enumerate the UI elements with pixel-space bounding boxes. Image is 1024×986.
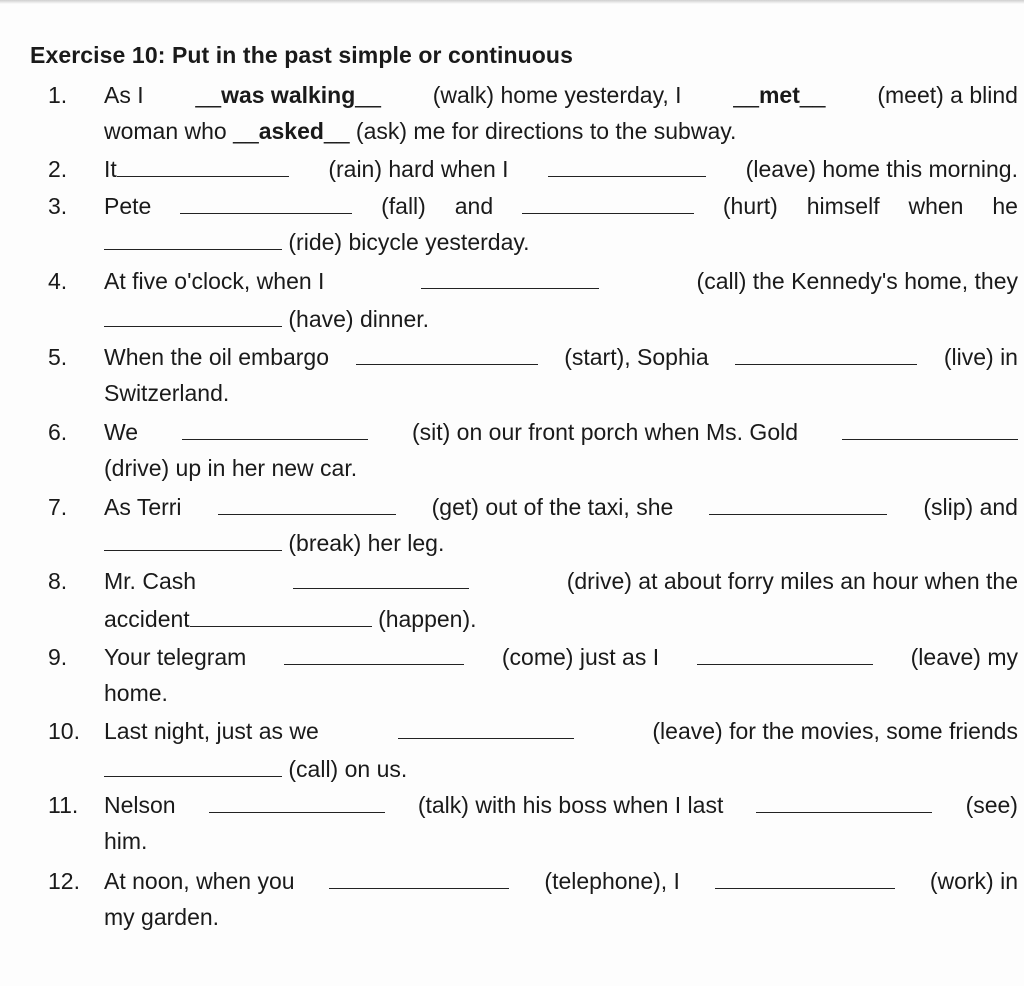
item-text: (work) in xyxy=(929,868,1018,894)
item-text: (call) on us. xyxy=(288,756,408,782)
item-number: 6. xyxy=(48,419,68,445)
answer-blank xyxy=(548,175,706,177)
item-line xyxy=(104,790,1018,824)
item-text: (fall) xyxy=(381,193,426,219)
item-text: Your telegram xyxy=(104,644,247,670)
item-text: (slip) and xyxy=(923,494,1018,520)
answer-blank xyxy=(842,438,1018,440)
item-text: (live) in xyxy=(943,344,1018,370)
item-text: When the oil embargo xyxy=(104,344,330,370)
item-text: (have) dinner. xyxy=(288,306,430,332)
item-text: (call) the Kennedy's home, they xyxy=(696,268,1018,294)
item-text: Switzerland. xyxy=(104,380,230,406)
exercise-title: Exercise 10: Put in the past simple or continuous xyxy=(30,42,573,68)
item-text: (break) her leg. xyxy=(288,530,445,556)
item-text: At noon, when you xyxy=(104,868,295,894)
item-text: he xyxy=(992,193,1018,219)
item-text: As I xyxy=(104,82,144,108)
answer-text: met xyxy=(758,82,800,108)
item-line xyxy=(104,80,1018,114)
answer-blank xyxy=(697,663,873,665)
item-line xyxy=(104,528,1018,562)
item-text: As Terri xyxy=(104,494,182,520)
item-text: (drive) up in her new car. xyxy=(104,455,358,481)
answer-blank xyxy=(715,887,895,889)
answer-blank xyxy=(182,438,368,440)
answer-blank xyxy=(104,549,282,551)
item-text: (ask) me for directions to the subway. xyxy=(355,118,737,144)
item-number: 8. xyxy=(48,568,68,594)
item-line xyxy=(104,492,1018,526)
item-text: (leave) home this morning. xyxy=(745,156,1018,182)
item-line xyxy=(104,678,1018,712)
item-number: 1. xyxy=(48,82,68,108)
item-text: (meet) a blind xyxy=(877,82,1018,108)
answer-blank: __met__ xyxy=(733,82,826,108)
item-text: At five o'clock, when I xyxy=(104,268,325,294)
item-line xyxy=(104,342,1018,376)
item-text: Nelson xyxy=(104,792,176,818)
answer-blank xyxy=(709,513,887,515)
item-number: 5. xyxy=(48,344,68,370)
item-line xyxy=(104,642,1018,676)
item-text: (leave) my xyxy=(910,644,1018,670)
item-text: Last night, just as we xyxy=(104,718,319,744)
answer-blank xyxy=(293,587,469,589)
answer-blank xyxy=(284,663,464,665)
answer-blank xyxy=(421,287,599,289)
item-text: (happen). xyxy=(378,606,477,632)
answer-blank xyxy=(104,775,282,777)
answer-text: was walking xyxy=(221,82,356,108)
item-line xyxy=(104,266,1018,300)
answer-blank: __asked__ xyxy=(233,118,350,144)
item-line xyxy=(104,604,1018,638)
answer-blank xyxy=(735,363,917,365)
item-text: We xyxy=(104,419,139,445)
item-line xyxy=(104,227,1018,261)
answer-blank xyxy=(356,363,538,365)
item-text: (sit) on our front porch when Ms. Gold xyxy=(411,419,799,445)
answer-blank xyxy=(104,325,282,327)
item-line xyxy=(104,566,1018,600)
answer-blank xyxy=(209,811,385,813)
item-line xyxy=(104,191,1018,225)
item-text: woman who xyxy=(104,118,227,144)
answer-blank xyxy=(756,811,932,813)
item-number: 3. xyxy=(48,193,68,219)
item-text: (see) xyxy=(965,792,1018,818)
item-number: 4. xyxy=(48,268,68,294)
item-line xyxy=(104,378,1018,412)
item-number: 12. xyxy=(48,868,80,894)
item-line xyxy=(104,754,1018,788)
item-line xyxy=(104,116,1018,150)
item-text: (ride) bicycle yesterday. xyxy=(288,229,530,255)
item-line xyxy=(104,304,1018,338)
item-text: (walk) home yesterday, I xyxy=(432,82,682,108)
item-line xyxy=(104,902,1018,936)
item-text: (rain) hard when I xyxy=(328,156,509,182)
item-text: (talk) with his boss when I last xyxy=(417,792,724,818)
answer-text: asked xyxy=(258,118,324,144)
item-text: It xyxy=(104,156,117,182)
item-number: 7. xyxy=(48,494,68,520)
answer-blank xyxy=(190,625,372,627)
answer-blank xyxy=(398,737,574,739)
item-text: (drive) at about forry miles an hour when the xyxy=(566,568,1018,594)
item-text: Mr. Cash xyxy=(104,568,197,594)
item-number: 11. xyxy=(48,792,79,818)
item-text: Pete xyxy=(104,193,152,219)
answer-blank xyxy=(117,175,289,177)
item-text: (come) just as I xyxy=(501,644,660,670)
answer-blank: __was walking__ xyxy=(195,82,381,108)
item-line xyxy=(104,826,1018,860)
item-text: (start), Sophia xyxy=(564,344,709,370)
item-number: 9. xyxy=(48,644,68,670)
item-text: when xyxy=(908,193,964,219)
item-line xyxy=(104,716,1018,750)
answer-blank xyxy=(329,887,509,889)
item-text xyxy=(104,154,289,184)
answer-blank xyxy=(522,212,694,214)
item-text: (get) out of the taxi, she xyxy=(431,494,674,520)
item-number: 10. xyxy=(48,718,80,744)
answer-blank xyxy=(218,513,396,515)
item-text: home. xyxy=(104,680,168,706)
item-text: himself xyxy=(806,193,880,219)
item-number: 2. xyxy=(48,156,68,182)
scan-edge xyxy=(0,0,1024,4)
item-text: (hurt) xyxy=(722,193,778,219)
answer-blank xyxy=(180,212,352,214)
item-text: my garden. xyxy=(104,904,220,930)
item-text: (leave) for the movies, some friends xyxy=(652,718,1018,744)
item-text: and xyxy=(454,193,494,219)
item-line xyxy=(104,866,1018,900)
item-text: (telephone), I xyxy=(544,868,680,894)
item-text: accident xyxy=(104,606,190,632)
answer-blank xyxy=(104,248,282,250)
item-line xyxy=(104,154,1018,188)
item-text: him. xyxy=(104,828,148,854)
item-line xyxy=(104,453,1018,487)
item-line xyxy=(104,417,1018,451)
